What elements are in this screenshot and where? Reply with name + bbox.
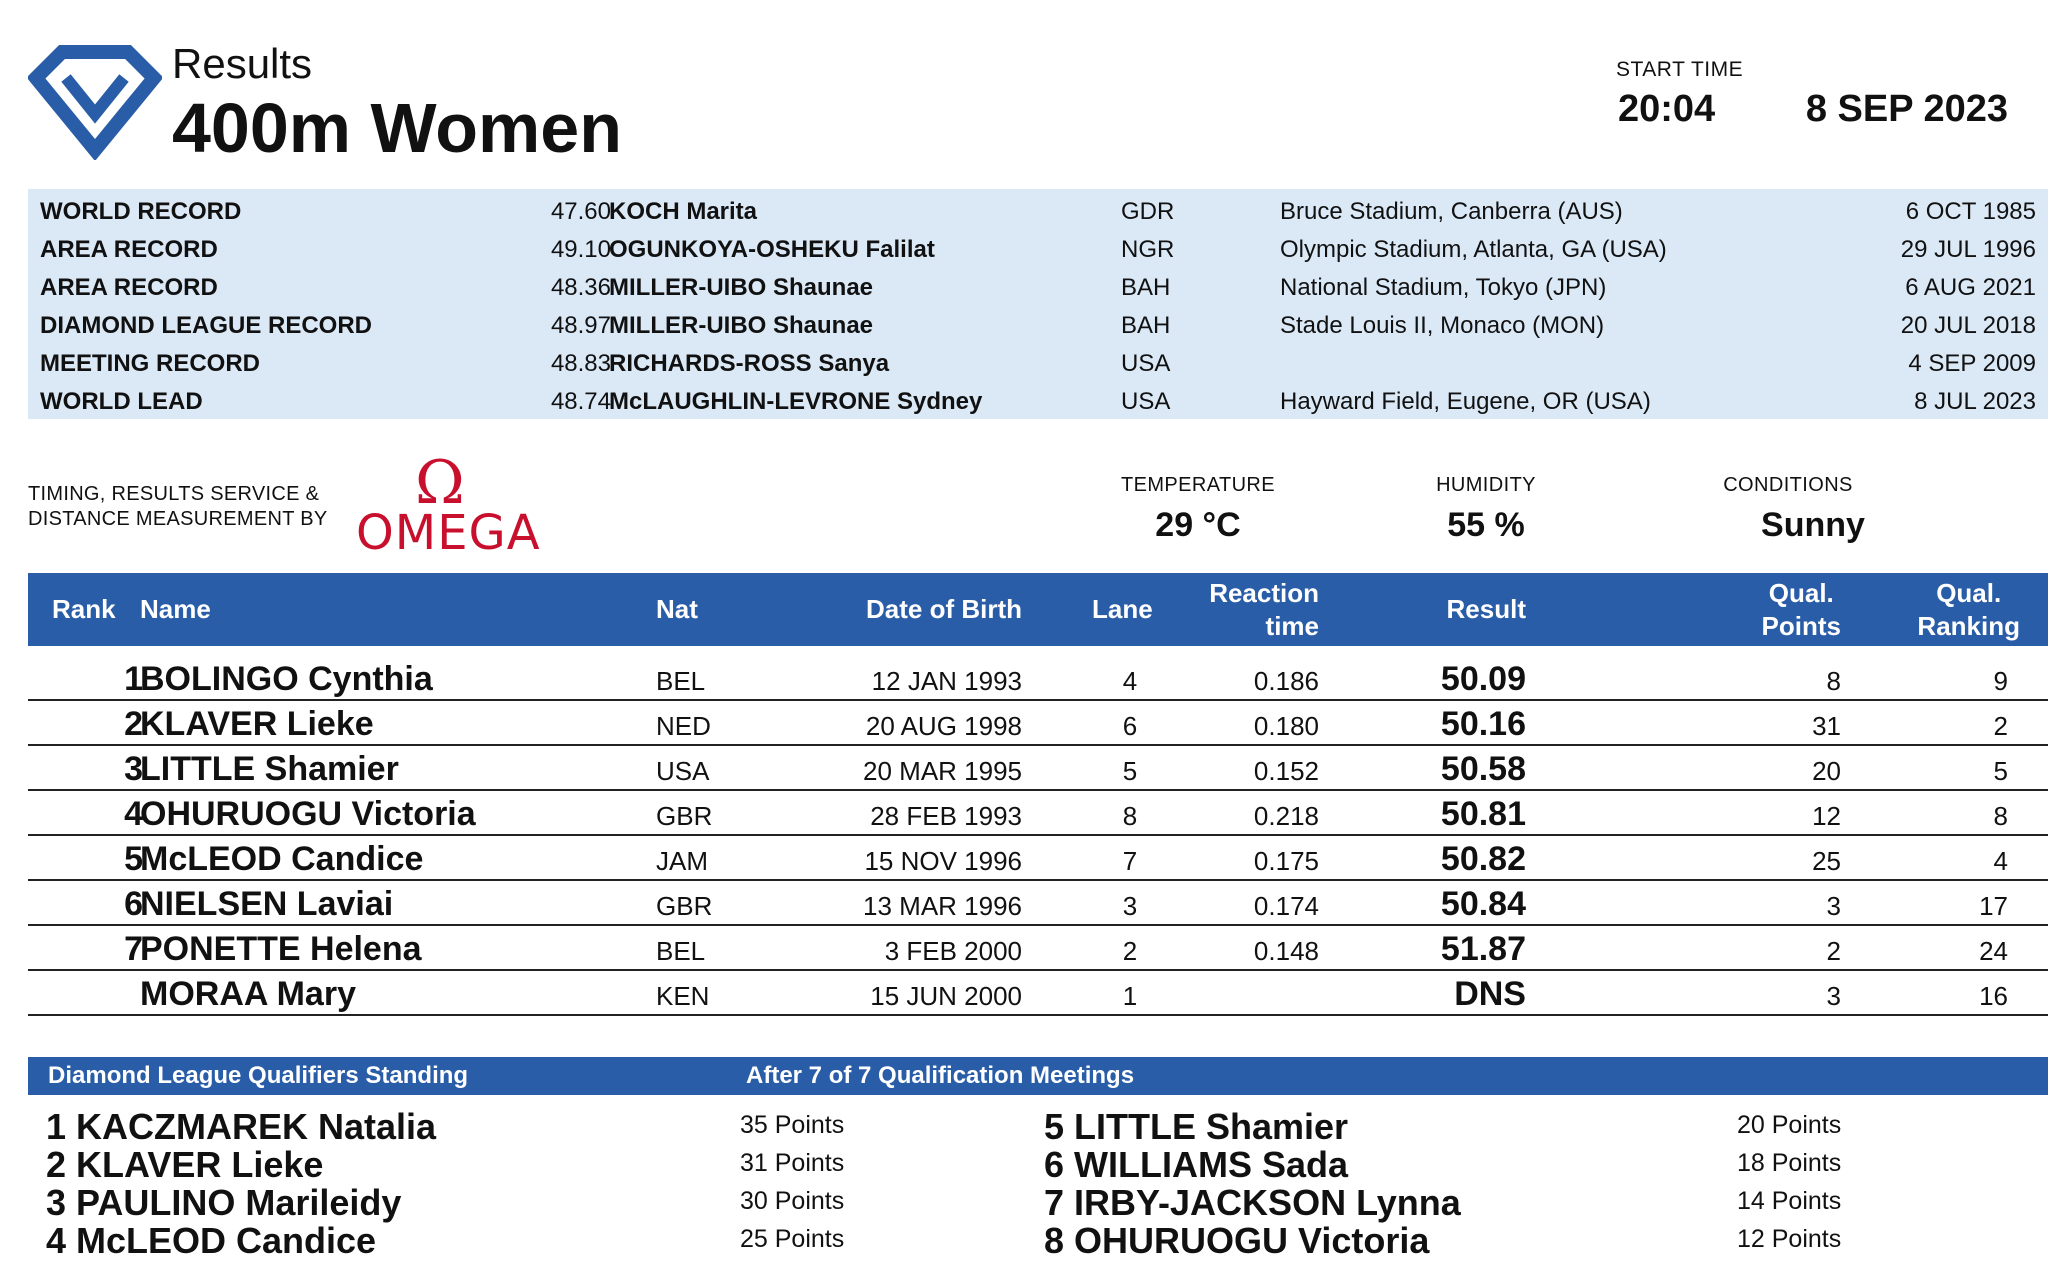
standing-points: 35 Points — [740, 1111, 845, 1139]
temperature-value: 29 °C — [1155, 506, 1241, 544]
record-athlete: MILLER-UIBO Shaunae — [609, 274, 874, 301]
table-row — [28, 746, 2048, 791]
record-label: DIAMOND LEAGUE RECORD — [40, 312, 373, 339]
start-time: 20:04 — [1618, 88, 1716, 130]
conditions-value: Sunny — [1761, 506, 1865, 544]
cell-nat: USA — [656, 756, 710, 786]
table-row — [28, 926, 2048, 971]
cell-qual-points: 2 — [1826, 936, 1841, 966]
standing-name: 6 WILLIAMS Sada — [1044, 1144, 1349, 1185]
records-table — [28, 189, 2048, 419]
diamond-league-logo-icon — [28, 44, 162, 160]
temperature-label: TEMPERATURE — [1120, 474, 1276, 496]
record-nat: BAH — [1121, 312, 1171, 339]
cell-dob: 15 JUN 2000 — [870, 981, 1022, 1011]
header-name: Name — [140, 594, 211, 624]
start-time-label: START TIME — [1616, 58, 1744, 81]
cell-result: 50.58 — [1440, 750, 1526, 788]
cell-qual-points: 3 — [1826, 981, 1841, 1011]
cell-reaction: 0.218 — [1253, 801, 1319, 831]
header-qual-points-line: Qual. — [1768, 578, 1834, 608]
record-mark: 48.36 — [550, 274, 611, 301]
record-row — [28, 307, 2048, 345]
record-row — [28, 193, 2048, 231]
header-reaction-line: time — [1265, 611, 1319, 641]
cell-dob: 20 MAR 1995 — [863, 756, 1022, 786]
header-result: Result — [1446, 594, 1526, 624]
record-row — [28, 269, 2048, 307]
cell-result: 51.87 — [1440, 930, 1526, 968]
cell-name: LITTLE Shamier — [140, 750, 399, 788]
record-label: WORLD RECORD — [40, 198, 242, 225]
table-row — [28, 656, 2048, 701]
standing-name: 3 PAULINO Marileidy — [46, 1182, 402, 1223]
cell-result: 50.82 — [1440, 840, 1526, 878]
cell-dob: 28 FEB 1993 — [870, 801, 1022, 831]
standing-name: 1 KACZMAREK Natalia — [46, 1106, 437, 1147]
cell-rank: 5 — [124, 840, 143, 878]
cell-nat: NED — [656, 711, 711, 741]
record-date: 29 JUL 1996 — [1900, 236, 2036, 263]
standing-points: 31 Points — [740, 1149, 845, 1177]
cell-result: 50.16 — [1440, 705, 1526, 743]
cell-rank: 1 — [124, 660, 143, 698]
cell-result: 50.84 — [1440, 885, 1526, 923]
cell-rank: 7 — [124, 930, 143, 968]
cell-reaction: 0.186 — [1253, 666, 1319, 696]
record-venue: Hayward Field, Eugene, OR (USA) — [1280, 388, 1651, 415]
cell-nat: KEN — [656, 981, 710, 1011]
standing-name: 2 KLAVER Lieke — [46, 1144, 324, 1185]
cell-result: 50.81 — [1440, 795, 1526, 833]
cell-nat: GBR — [656, 801, 713, 831]
cell-dob: 15 NOV 1996 — [864, 846, 1022, 876]
results-table-body — [28, 656, 2048, 1016]
standings-title: Diamond League Qualifiers Standing — [48, 1062, 469, 1089]
cell-rank: 2 — [124, 705, 143, 743]
cell-nat: BEL — [656, 936, 706, 966]
cell-nat: BEL — [656, 666, 706, 696]
humidity-label: HUMIDITY — [1436, 474, 1536, 496]
standings-header — [28, 1057, 2048, 1095]
table-row — [28, 971, 2048, 1016]
standing-points: 20 Points — [1737, 1111, 1842, 1139]
header-lane: Lane — [1092, 594, 1153, 624]
cell-lane: 5 — [1122, 756, 1138, 786]
cell-qual-points: 12 — [1812, 801, 1841, 831]
table-row — [28, 881, 2048, 926]
record-mark: 48.74 — [550, 388, 611, 415]
cell-qual-points: 3 — [1826, 891, 1841, 921]
cell-qual-points: 31 — [1812, 711, 1841, 741]
record-date: 6 OCT 1985 — [1905, 198, 2036, 225]
cell-reaction: 0.148 — [1253, 936, 1319, 966]
standing-name: 7 IRBY-JACKSON Lynna — [1044, 1182, 1461, 1223]
cell-reaction: 0.152 — [1253, 756, 1319, 786]
record-venue: Stade Louis II, Monaco (MON) — [1280, 312, 1605, 339]
cell-qual-ranking: 5 — [1993, 756, 2008, 786]
cell-qual-ranking: 2 — [1993, 711, 2008, 741]
timing-credit-line: TIMING, RESULTS SERVICE & — [28, 483, 320, 505]
record-label: WORLD LEAD — [40, 388, 203, 415]
cell-dob: 3 FEB 2000 — [884, 936, 1022, 966]
standing-name: 8 OHURUOGU Victoria — [1044, 1220, 1430, 1261]
record-venue: Bruce Stadium, Canberra (AUS) — [1280, 198, 1623, 225]
cell-lane: 2 — [1122, 936, 1138, 966]
results-table-header — [28, 573, 2048, 646]
cell-qual-points: 8 — [1826, 666, 1841, 696]
cell-qual-ranking: 16 — [1979, 981, 2008, 1011]
header-qual-points-line: Points — [1761, 611, 1841, 641]
record-date: 20 JUL 2018 — [1900, 312, 2036, 339]
standing-points: 12 Points — [1737, 1225, 1842, 1253]
standings-subtitle: After 7 of 7 Qualification Meetings — [746, 1062, 1135, 1089]
standing-points: 25 Points — [740, 1225, 845, 1253]
cell-lane: 7 — [1122, 846, 1138, 876]
record-mark: 48.97 — [550, 312, 611, 339]
cell-qual-ranking: 24 — [1979, 936, 2008, 966]
standing-name: 5 LITTLE Shamier — [1044, 1106, 1349, 1147]
header-qual-ranking — [1917, 577, 2020, 643]
standing-points: 30 Points — [740, 1187, 845, 1215]
record-mark: 48.83 — [550, 350, 611, 377]
cell-result: DNS — [1454, 975, 1526, 1013]
cell-name: OHURUOGU Victoria — [140, 795, 476, 833]
cell-dob: 20 AUG 1998 — [865, 711, 1022, 741]
record-nat: USA — [1121, 350, 1171, 377]
cell-result: 50.09 — [1440, 660, 1526, 698]
timing-credit — [28, 482, 328, 532]
standing-name: 4 McLEOD Candice — [46, 1220, 377, 1261]
record-nat: BAH — [1121, 274, 1171, 301]
header-qual-ranking-line: Qual. — [1936, 578, 2002, 608]
cell-name: BOLINGO Cynthia — [140, 660, 433, 698]
record-date: 6 AUG 2021 — [1905, 274, 2036, 301]
cell-name: KLAVER Lieke — [140, 705, 374, 743]
cell-name: MORAA Mary — [140, 975, 356, 1013]
humidity-value: 55 % — [1447, 506, 1525, 544]
record-nat: USA — [1121, 388, 1171, 415]
record-athlete: MILLER-UIBO Shaunae — [609, 312, 874, 339]
cell-name: NIELSEN Laviai — [140, 885, 394, 923]
cell-lane: 3 — [1122, 891, 1138, 921]
cell-qual-points: 20 — [1812, 756, 1841, 786]
cell-nat: JAM — [656, 846, 708, 876]
record-athlete: RICHARDS-ROSS Sanya — [609, 350, 890, 377]
cell-nat: GBR — [656, 891, 713, 921]
cell-lane: 1 — [1122, 981, 1138, 1011]
table-row — [28, 836, 2048, 881]
cell-reaction: 0.180 — [1253, 711, 1319, 741]
cell-reaction: 0.174 — [1253, 891, 1319, 921]
header-reaction — [1209, 577, 1319, 643]
record-row — [28, 231, 2048, 269]
header-qual-ranking-line: Ranking — [1917, 611, 2020, 641]
header-dob: Date of Birth — [866, 594, 1022, 624]
cell-name: PONETTE Helena — [140, 930, 422, 968]
cell-rank: 3 — [124, 750, 143, 788]
page-kicker: Results — [172, 40, 313, 87]
cell-dob: 12 JAN 1993 — [871, 666, 1022, 696]
record-label: MEETING RECORD — [40, 350, 261, 377]
record-label: AREA RECORD — [40, 236, 218, 263]
cell-dob: 13 MAR 1996 — [863, 891, 1022, 921]
table-row — [28, 791, 2048, 836]
record-nat: NGR — [1121, 236, 1175, 263]
cell-qual-points: 25 — [1812, 846, 1841, 876]
standing-points: 14 Points — [1737, 1187, 1842, 1215]
cell-qual-ranking: 8 — [1993, 801, 2008, 831]
record-label: AREA RECORD — [40, 274, 218, 301]
header-qual-points — [1762, 577, 1841, 643]
cell-lane: 4 — [1122, 666, 1138, 696]
cell-qual-ranking: 9 — [1993, 666, 2008, 696]
record-athlete: KOCH Marita — [609, 198, 758, 225]
header-reaction-line: Reaction — [1209, 578, 1319, 608]
cell-lane: 6 — [1122, 711, 1138, 741]
cell-qual-ranking: 17 — [1979, 891, 2008, 921]
standing-points: 18 Points — [1737, 1149, 1842, 1177]
omega-symbol-icon: Ω — [415, 448, 465, 518]
omega-logo: OMEGA — [356, 505, 541, 561]
record-venue: National Stadium, Tokyo (JPN) — [1280, 274, 1607, 301]
record-row — [28, 383, 2048, 421]
header-rank: Rank — [52, 594, 116, 624]
cell-lane: 8 — [1122, 801, 1138, 831]
header-nat: Nat — [656, 594, 698, 624]
event-date: 8 SEP 2023 — [1805, 88, 2008, 130]
record-athlete: OGUNKOYA-OSHEKU Falilat — [609, 236, 935, 263]
cell-name: McLEOD Candice — [140, 840, 424, 878]
cell-qual-ranking: 4 — [1993, 846, 2008, 876]
conditions-label: CONDITIONS — [1723, 474, 1853, 496]
table-row — [28, 701, 2048, 746]
record-date: 8 JUL 2023 — [1914, 388, 2036, 415]
record-nat: GDR — [1121, 198, 1175, 225]
timing-credit-line: DISTANCE MEASUREMENT BY — [28, 508, 328, 530]
record-mark: 49.10 — [550, 236, 611, 263]
record-athlete: McLAUGHLIN-LEVRONE Sydney — [609, 388, 983, 415]
record-venue: Olympic Stadium, Atlanta, GA (USA) — [1280, 236, 1667, 263]
cell-rank: 6 — [124, 885, 143, 923]
record-mark: 47.60 — [550, 198, 611, 225]
cell-reaction: 0.175 — [1253, 846, 1319, 876]
page-title: 400m Women — [172, 89, 622, 167]
record-date: 4 SEP 2009 — [1908, 350, 2036, 377]
record-row — [28, 345, 2048, 383]
cell-rank: 4 — [124, 795, 143, 833]
